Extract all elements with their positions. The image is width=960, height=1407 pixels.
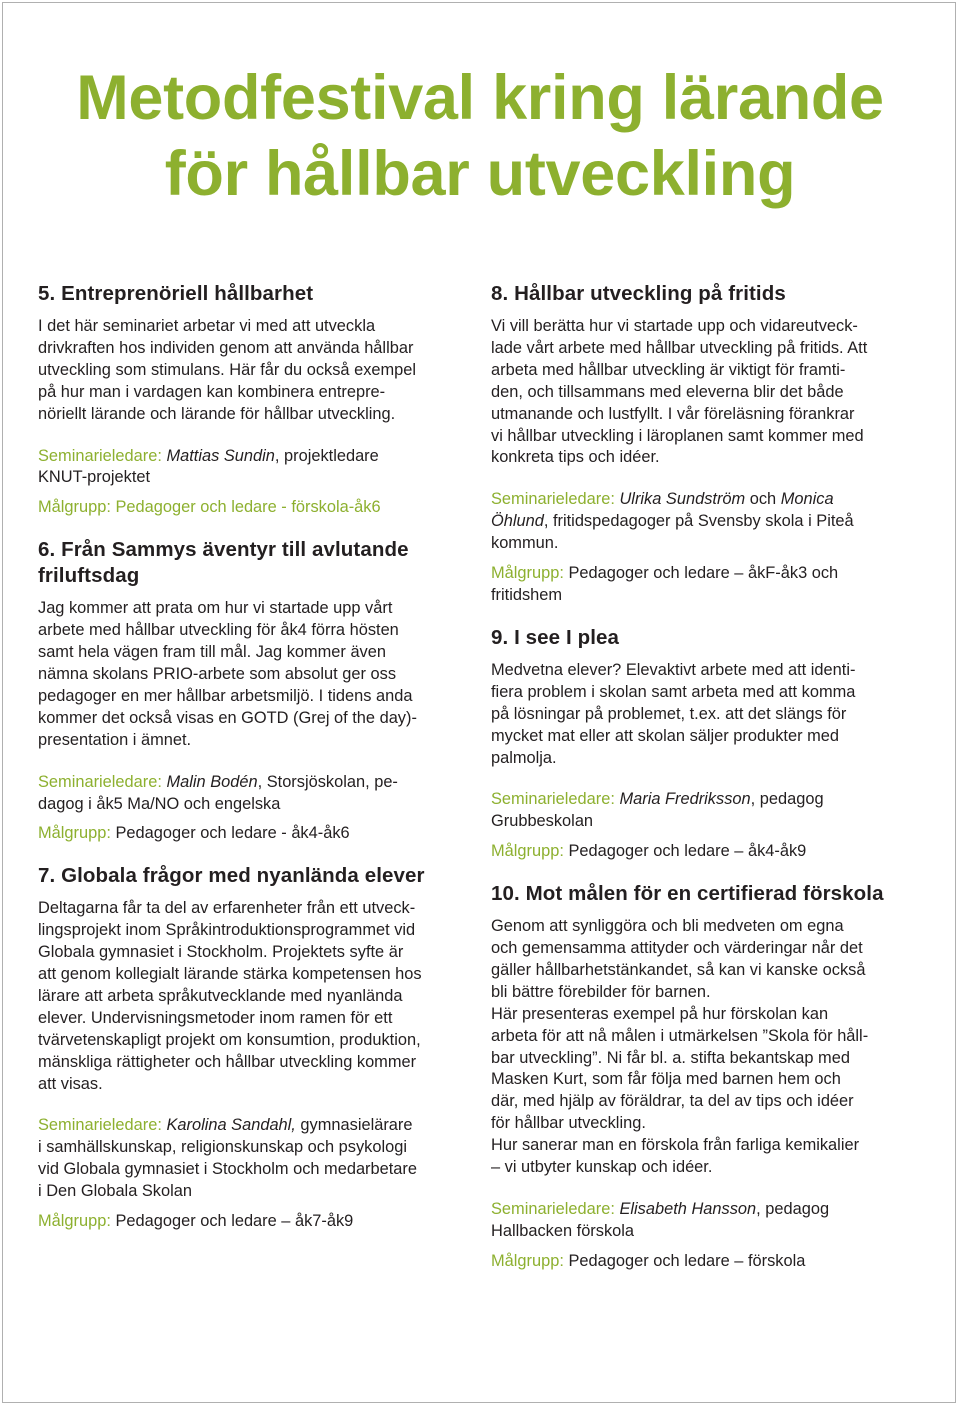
page-title xyxy=(0,60,960,212)
leader-label: Seminarieledare: xyxy=(491,1200,615,1218)
seminar-7 xyxy=(38,863,478,1233)
text-line: arbete med hållbar utveckling för åk4 förra hösten xyxy=(38,621,399,640)
leader-role: , pedagog xyxy=(756,1200,830,1218)
text-line: fiera problem i skolan samt arbeta med att komma xyxy=(491,682,856,701)
seminar-6-heading xyxy=(38,537,478,589)
seminar-10-target xyxy=(491,1251,923,1273)
text-line: nämna skolans PRIO-arbete som absolut ger oss xyxy=(38,664,397,683)
text-line: elever. Undervisningsmetoder inom ramen för ett xyxy=(38,1008,393,1027)
leader-role: gymnasielärare xyxy=(295,1116,413,1135)
leader-conjunction: och xyxy=(745,490,781,509)
leader-role: i samhällskunskap, religionskunskap och psykologi xyxy=(38,1138,407,1157)
seminar-6 xyxy=(38,537,478,845)
text-line: mänskliga rättigheter och hållbar utveckling kommer xyxy=(38,1052,417,1071)
text-line: – vi utbyter kunskap och idéer. xyxy=(491,1158,713,1177)
target-audience: fritidshem xyxy=(491,585,563,604)
text-line: att genom kollegialt lärande stärka kompetensen hos xyxy=(38,965,422,984)
page-title-line-1: Metodfestival kring lärande xyxy=(76,63,884,133)
target-label: Målgrupp: xyxy=(38,1212,111,1231)
text-line: presentation i ämnet. xyxy=(38,730,192,749)
seminar-9 xyxy=(491,625,923,863)
seminar-5-description xyxy=(38,316,478,426)
text-line: samt hela vägen fram till mål. Jag kommer även xyxy=(38,643,386,662)
leader-role: , projektledare xyxy=(274,446,379,465)
seminar-9-description xyxy=(491,660,923,770)
target-audience: Pedagoger och ledare – åk7-åk9 xyxy=(115,1212,354,1231)
seminar-10-heading: 10. Mot målen för en certifierad förskola xyxy=(491,882,884,906)
leader-label: Seminarieledare: xyxy=(38,446,162,465)
text-line: på lösningar på problemet, t.ex. att det slängs för xyxy=(491,704,847,723)
text-line: Hur sanerar man en förskola från farliga kemikalier xyxy=(491,1136,860,1155)
text-line: för hållbar utveckling. xyxy=(491,1114,646,1133)
text-line: nöriellt lärande och lärande för hållbar utveckling. xyxy=(38,404,396,423)
text-line: Genom att synliggöra och bli medveten om egna xyxy=(491,917,844,936)
seminar-10-leader xyxy=(491,1199,923,1243)
leader-role: KNUT-projektet xyxy=(38,468,151,487)
leader-role: , Storsjöskolan, pe- xyxy=(257,772,398,791)
text-line: mycket mat eller att skolan säljer produkter med xyxy=(491,726,839,745)
leader-role: vid Globala gymnasiet i Stockholm och medarbetare xyxy=(38,1160,417,1179)
seminar-8-description xyxy=(491,316,923,469)
seminar-8-heading: 8. Hållbar utveckling på fritids xyxy=(491,282,786,305)
text-line: lärare att arbeta språkutvecklande med nyanlända xyxy=(38,986,403,1005)
text-line: Här presenteras exempel på hur förskolan kan xyxy=(491,1004,829,1023)
seminar-8 xyxy=(491,281,923,607)
target-label: Målgrupp: xyxy=(491,564,564,583)
leader-role: i Den Globala Skolan xyxy=(38,1182,192,1201)
target-audience: Pedagoger och ledare – åkF-åk3 och xyxy=(568,564,839,583)
text-line: och gemensamma attityder och värderingar når det xyxy=(491,939,863,958)
leader-role: kommun. xyxy=(491,534,559,553)
leader-label: Seminarieledare: xyxy=(491,490,615,509)
target-label: Målgrupp: xyxy=(38,824,111,843)
leader-name: Maria Fredriksson xyxy=(619,790,751,809)
leader-label: Seminarieledare: xyxy=(38,772,162,791)
seminar-9-leader xyxy=(491,789,923,833)
text-line: pedagoger en mer hållbar arbetsmiljö. I tidens anda xyxy=(38,686,413,705)
seminar-8-leader xyxy=(491,489,923,555)
seminar-7-heading: 7. Globala frågor med nyanlända elever xyxy=(38,864,425,888)
seminar-10-description xyxy=(491,916,923,1179)
text-line: kommer det också visas en GOTD (Grej of the day)- xyxy=(38,708,417,727)
text-line: Jag kommer att prata om hur vi startade upp vårt xyxy=(38,599,393,618)
target-label: Målgrupp: xyxy=(38,498,111,517)
seminar-9-target xyxy=(491,841,923,863)
text-line: bli bättre förebilder för barnen. xyxy=(491,982,711,1001)
text-line: konkreta tips och idéer. xyxy=(491,448,660,467)
text-line: vi hållbar utveckling i läroplanen samt kommer med xyxy=(491,426,864,445)
text-line: Medvetna elever? Elevaktivt arbete med att identi- xyxy=(491,660,856,679)
seminar-5-heading: 5. Entreprenöriell hållbarhet xyxy=(38,282,314,305)
text-line: gäller hållbarhetstänkandet, så kan vi kanske också xyxy=(491,960,866,979)
target-label: Målgrupp: xyxy=(491,1251,564,1270)
leader-name: Elisabeth Hansson xyxy=(619,1200,757,1218)
page-title-line-2: för hållbar utveckling xyxy=(164,139,796,209)
seminar-9-heading: 9. I see I plea xyxy=(491,625,619,649)
text-line: Deltagarna får ta del av erfarenheter från ett utveck- xyxy=(38,899,416,918)
target-audience: Pedagoger och ledare - åk4-åk6 xyxy=(115,824,350,843)
text-line: palmolja. xyxy=(491,748,557,767)
target-label: Målgrupp: xyxy=(491,842,564,861)
text-line: arbeta för att nå målen i utmärkelsen ”Skola för håll- xyxy=(491,1026,869,1045)
seminar-5-target xyxy=(38,497,478,519)
leader-name: Ulrika Sundström xyxy=(619,490,746,509)
seminar-8-target xyxy=(491,563,923,607)
leader-name: Malin Bodén xyxy=(166,772,258,791)
leader-role: Hallbacken förskola xyxy=(491,1221,635,1240)
text-line: där, med hjälp av föräldrar, ta del av tips och idéer xyxy=(491,1092,854,1111)
text-line: Masken Kurt, som får följa med barnen hem och xyxy=(491,1070,841,1089)
text-line: lade vårt arbete med hållbar utveckling på fritids. Att xyxy=(491,338,868,357)
text-line: arbeta med hållbar utveckling är viktigt för framti- xyxy=(491,360,846,379)
text-line: Globala gymnasiet i Stockholm. Projektets syfte är xyxy=(38,943,404,962)
text-line: att visas. xyxy=(38,1074,103,1093)
leader-role: , fritidspedagoger på Svensby skola i Piteå xyxy=(543,512,854,531)
text-line: bar utveckling”. Ni får bl. a. stifta bekantskap med xyxy=(491,1048,850,1067)
leader-label: Seminarieledare: xyxy=(491,790,615,809)
text-line: tvärvetenskapligt projekt om konsumtion, produktion, xyxy=(38,1030,421,1049)
target-audience: Pedagoger och ledare – åk4-åk9 xyxy=(568,842,807,861)
leader-name: Monica xyxy=(780,490,834,509)
leader-name: Mattias Sundin xyxy=(166,446,275,465)
seminar-6-leader xyxy=(38,772,478,816)
text-line: den, och tillsammans med eleverna blir det både xyxy=(491,382,844,401)
heading-line: 6. Från Sammys äventyr till avlutande xyxy=(38,538,409,562)
leader-role: , pedagog xyxy=(750,790,824,809)
text-line: drivkraften hos individen genom att använda hållbar xyxy=(38,338,414,357)
leader-label: Seminarieledare: xyxy=(38,1116,162,1135)
seminar-7-description xyxy=(38,898,478,1095)
text-line: utveckling som stimulans. Här får du också exempel xyxy=(38,360,417,379)
seminar-6-description xyxy=(38,598,478,751)
seminar-5 xyxy=(38,281,478,519)
target-audience: Pedagoger och ledare – förskola xyxy=(568,1251,806,1270)
seminar-7-leader xyxy=(38,1115,478,1203)
text-line: utmanande och lustfyllt. I vår föreläsning förankrar xyxy=(491,404,855,423)
seminar-7-target xyxy=(38,1211,478,1233)
leader-role: dagog i åk5 Ma/NO och engelska xyxy=(38,794,281,813)
leader-name: Karolina Sandahl, xyxy=(166,1116,296,1135)
seminar-5-leader xyxy=(38,446,478,490)
left-column xyxy=(38,281,478,1233)
seminar-6-target xyxy=(38,823,478,845)
text-line: på hur man i vardagen kan kombinera entrepre- xyxy=(38,382,386,401)
heading-line: friluftsdag xyxy=(38,564,140,588)
text-line: I det här seminariet arbetar vi med att utveckla xyxy=(38,317,376,335)
seminar-10 xyxy=(491,881,923,1273)
right-column xyxy=(491,281,923,1273)
text-line: Vi vill berätta hur vi startade upp och vidareutveck- xyxy=(491,317,858,335)
leader-name: Öhlund xyxy=(491,512,544,531)
target-audience: Pedagoger och ledare - förskola-åk6 xyxy=(115,498,381,517)
leader-role: Grubbeskolan xyxy=(491,812,594,831)
text-line: lingsprojekt inom Språkintroduktionsprogrammet vid xyxy=(38,921,416,940)
